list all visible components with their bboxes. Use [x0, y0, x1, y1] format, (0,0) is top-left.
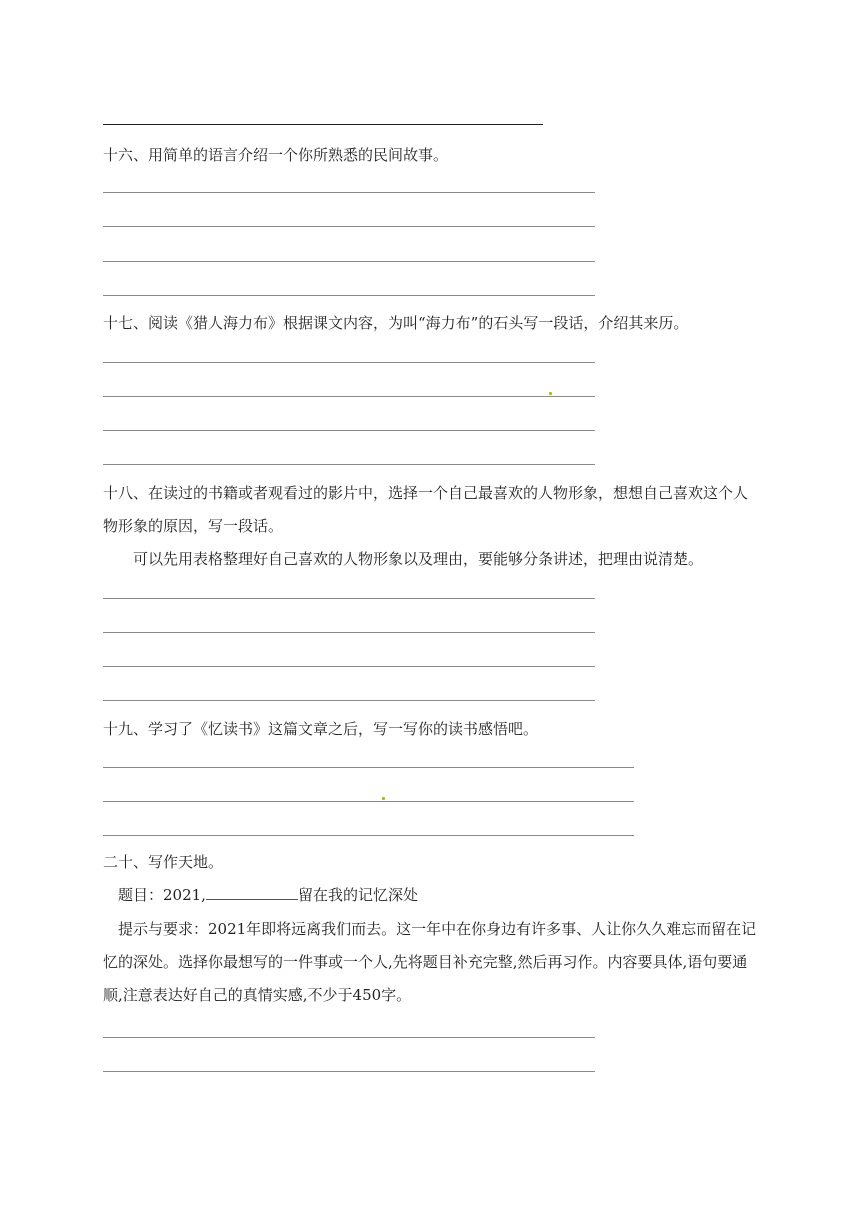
answer-line — [103, 464, 595, 465]
answer-line — [103, 700, 595, 701]
answer-line — [103, 1037, 595, 1038]
answer-line — [103, 666, 595, 667]
answer-line — [103, 767, 634, 768]
essay-topic-prefix: 题目：2021, — [118, 886, 206, 904]
answer-line — [103, 632, 595, 633]
answer-line — [103, 362, 595, 363]
answer-line — [103, 801, 634, 802]
answer-line — [103, 1071, 595, 1072]
top-answer-line — [103, 124, 543, 125]
question-19-title: 十九、学习了《忆读书》这篇文章之后，写一写你的读书感悟吧。 — [103, 720, 539, 738]
answer-line — [103, 835, 634, 836]
answer-line — [103, 261, 595, 262]
question-18-title-line-1: 十八、在读过的书籍或者观看过的影片中，选择一个自己最喜欢的人物形象，想想自己喜欢这个人 — [103, 484, 749, 502]
answer-line — [103, 192, 595, 193]
essay-requirement-line-3: 顺,注意表达好自己的真情实感,不少于450字。 — [103, 986, 412, 1004]
question-16-title: 十六、用简单的语言介绍一个你所熟悉的民间故事。 — [103, 146, 449, 164]
ink-speck — [549, 392, 552, 395]
question-20-title: 二十、写作天地。 — [103, 853, 224, 871]
answer-line — [103, 226, 595, 227]
essay-requirement-line-1: 提示与要求：2021年即将远离我们而去。这一年中在你身边有许多事、人让你久久难忘而留在记 — [118, 920, 757, 938]
ink-speck — [382, 797, 385, 800]
topic-fill-blank — [206, 885, 298, 900]
question-18-title-line-2: 物形象的原因，写一段话。 — [103, 517, 284, 535]
essay-topic — [118, 885, 418, 905]
answer-line — [103, 295, 595, 296]
answer-line — [103, 430, 595, 431]
essay-topic-suffix: 留在我的记忆深处 — [297, 886, 418, 904]
essay-requirement-line-2: 忆的深处。选择你最想写的一件事或一个人,先将题目补充完整,然后再习作。内容要具体,语句要通 — [103, 953, 748, 971]
question-18-hint: 可以先用表格整理好自己喜欢的人物形象以及理由，要能够分条讲述，把理由说清楚。 — [133, 550, 704, 568]
answer-line — [103, 396, 595, 397]
answer-line — [103, 598, 595, 599]
question-17-title: 十七、阅读《猎人海力布》根据课文内容，为叫“海力布”的石头写一段话，介绍其来历。 — [103, 314, 689, 332]
